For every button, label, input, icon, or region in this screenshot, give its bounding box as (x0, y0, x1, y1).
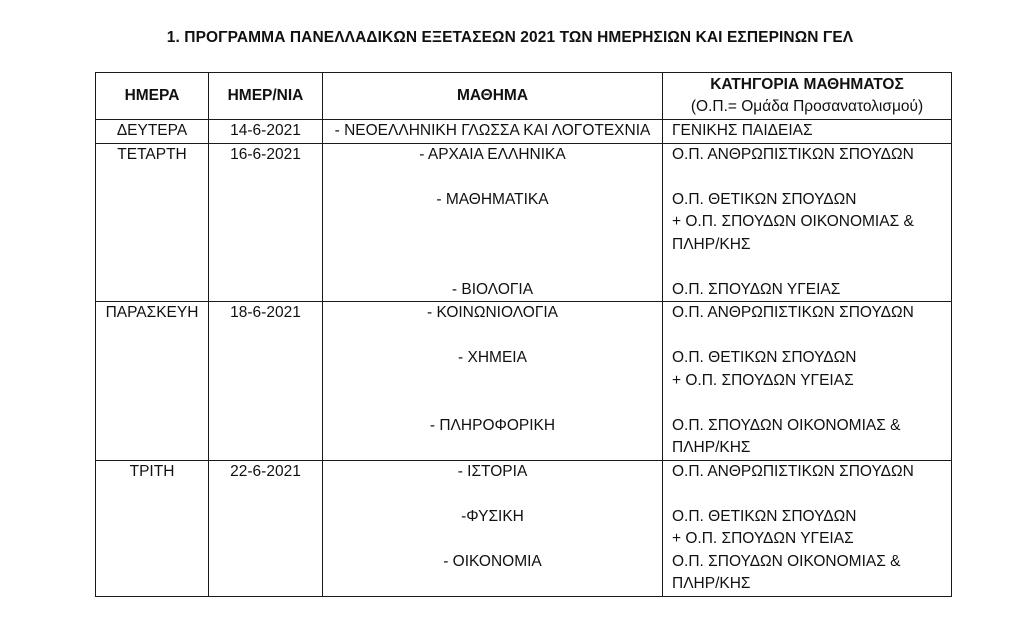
header-day: ΗΜΕΡΑ (96, 73, 209, 120)
subject-line: - ΚΟΙΝΩΝΙΟΛΟΓΙΑ (426, 304, 559, 321)
day-cell: ΔΕΥΤΕΡΑ (96, 120, 209, 144)
subject-line: - ΠΛΗΡΟΦΟΡΙΚΗ (429, 416, 556, 434)
header-category (663, 73, 952, 120)
subject-line: -ΦΥΣΙΚΗ (461, 507, 524, 525)
subject-line (323, 528, 662, 551)
date-cell: 22-6-2021 (209, 460, 323, 596)
category-line: Ο.Π. ΣΠΟΥΔΩΝ ΟΙΚΟΝΟΜΙΑΣ & (672, 552, 901, 570)
subject-line (323, 256, 662, 279)
category-line: ΠΛΗΡ/ΚΗΣ (672, 439, 751, 456)
category-cell (663, 120, 952, 144)
category-line (663, 325, 951, 348)
subject-line (323, 166, 662, 189)
subject-line (323, 437, 662, 460)
category-line: Ο.Π. ΣΠΟΥΔΩΝ ΥΓΕΙΑΣ (672, 280, 841, 298)
table-row (96, 460, 952, 596)
subject-line: - ΜΑΘΗΜΑΤΙΚΑ (436, 190, 549, 208)
subject-line (323, 234, 662, 257)
category-cell (663, 143, 952, 302)
date-cell: 16-6-2021 (209, 143, 323, 302)
category-line: Ο.Π. ΑΝΘΡΩΠΙΣΤΙΚΩΝ ΣΠΟΥΔΩΝ (672, 462, 914, 480)
document-title: 1. ΠΡΟΓΡΑΜΜΑ ΠΑΝΕΛΛΑΔΙΚΩΝ ΕΞΕΤΑΣΕΩΝ 2021 ΤΩΝ ΗΜΕΡΗΣΙΩΝ ΚΑΙ ΕΣΠΕΡΙΝΩΝ ΓΕΛ (166, 29, 854, 46)
category-line (663, 256, 951, 279)
category-line: Ο.Π. ΑΝΘΡΩΠΙΣΤΙΚΩΝ ΣΠΟΥΔΩΝ (672, 145, 914, 163)
subject-line (323, 325, 662, 348)
category-line: ΠΛΗΡ/ΚΗΣ (672, 575, 751, 592)
category-cell (663, 460, 952, 596)
category-line (663, 392, 951, 415)
category-line: Ο.Π. ΣΠΟΥΔΩΝ ΟΙΚΟΝΟΜΙΑΣ & (672, 416, 901, 434)
subject-line: - ΒΙΟΛΟΓΙΑ (451, 280, 534, 298)
subject-line: - ΝΕΟΕΛΛΗΝΙΚΗ ΓΛΩΣΣΑ ΚΑΙ ΛΟΓΟΤΕΧΝΙΑ (334, 122, 651, 139)
header-subject: ΜΑΘΗΜΑ (323, 73, 663, 120)
category-line (663, 483, 951, 506)
subject-line (323, 483, 662, 506)
category-line: Ο.Π. ΑΝΘΡΩΠΙΣΤΙΚΩΝ ΣΠΟΥΔΩΝ (672, 304, 914, 321)
category-cell (663, 302, 952, 461)
date-cell: 14-6-2021 (209, 120, 323, 144)
header-row (96, 73, 952, 120)
subject-cell (323, 120, 663, 144)
subject-line (323, 573, 662, 596)
subject-line: - ΧΗΜΕΙΑ (458, 349, 527, 366)
subject-line (323, 392, 662, 415)
category-line: + Ο.Π. ΣΠΟΥΔΩΝ ΟΙΚΟΝΟΜΙΑΣ & (672, 213, 914, 230)
header-date: ΗΜΕΡ/ΝΙΑ (209, 73, 323, 120)
category-line: Ο.Π. ΘΕΤΙΚΩΝ ΣΠΟΥΔΩΝ (672, 190, 857, 208)
header-category-note: (Ο.Π.= Ομάδα Προσανατολισμού) (690, 98, 924, 115)
date-cell: 18-6-2021 (209, 302, 323, 461)
subject-cell (323, 460, 663, 596)
header-category-title: ΚΑΤΗΓΟΡΙΑ ΜΑΘΗΜΑΤΟΣ (710, 76, 904, 93)
subject-cell (323, 302, 663, 461)
exam-schedule-table (95, 72, 952, 597)
subject-line: - ΑΡΧΑΙΑ ΕΛΛΗΝΙΚΑ (419, 145, 566, 163)
subject-line (323, 370, 662, 393)
day-cell: ΤΕΤΑΡΤΗ (96, 143, 209, 302)
table-row (96, 302, 952, 461)
day-cell: ΤΡΙΤΗ (96, 460, 209, 596)
category-line: Ο.Π. ΘΕΤΙΚΩΝ ΣΠΟΥΔΩΝ (672, 507, 857, 525)
category-line: + Ο.Π. ΣΠΟΥΔΩΝ ΥΓΕΙΑΣ (672, 371, 854, 389)
category-line: ΓΕΝΙΚΗΣ ΠΑΙΔΕΙΑΣ (672, 122, 813, 139)
table-row (96, 143, 952, 302)
subject-line: - ΟΙΚΟΝΟΜΙΑ (443, 552, 542, 570)
category-line: + Ο.Π. ΣΠΟΥΔΩΝ ΥΓΕΙΑΣ (672, 530, 854, 547)
subject-line (323, 211, 662, 234)
day-cell: ΠΑΡΑΣΚΕΥΗ (96, 302, 209, 461)
category-line (663, 166, 951, 189)
table-row (96, 120, 952, 144)
subject-cell (323, 143, 663, 302)
category-line: ΠΛΗΡ/ΚΗΣ (672, 235, 751, 253)
category-line: Ο.Π. ΘΕΤΙΚΩΝ ΣΠΟΥΔΩΝ (672, 349, 857, 366)
subject-line: - ΙΣΤΟΡΙΑ (457, 462, 528, 480)
